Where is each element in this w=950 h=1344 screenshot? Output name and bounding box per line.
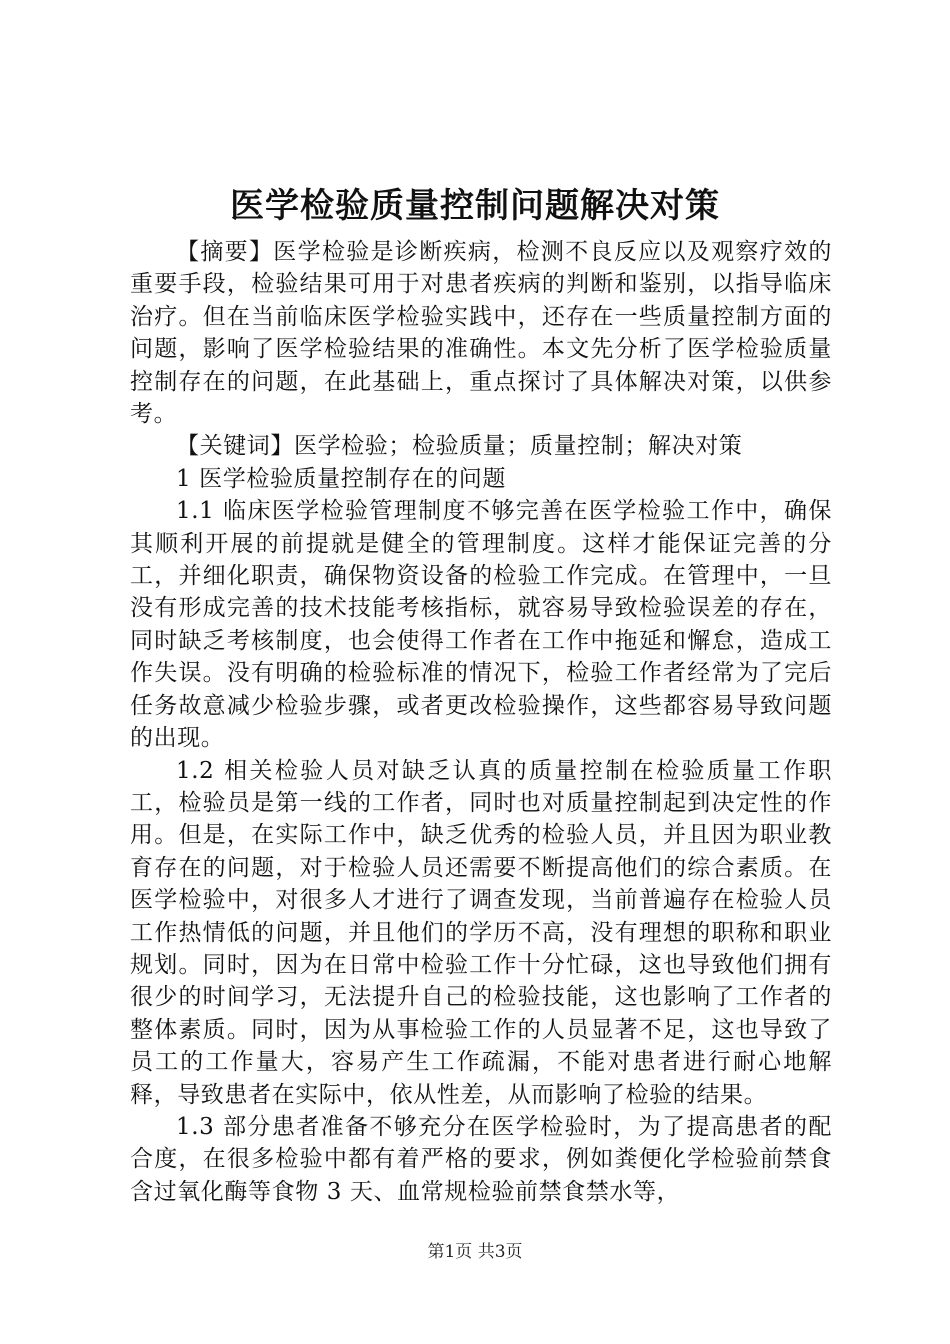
document-body — [130, 236, 832, 1208]
section-1-2-paragraph: 1.2 相关检验人员对缺乏认真的质量控制在检验质量工作职工，检验员是第一线的工作者，同时也对质量控制起到决定性的作用。但是，在实际工作中，缺乏优秀的检验人员，并且因为职业教育存在的问题，对于检验人员还需要不断提高他们的综合素质。在医学检验中，对很多人才进行了调查发现，当前普遍存在检验人员工作热情低的问题，并且他们的学历不高，没有理想的职称和职业规划。同时，因为在日常中检验工作十分忙碌，这也导致他们拥有很少的时间学习，无法提升自己的检验技能，这也影响了工作者的整体素质。同时，因为从事检验工作的人员显著不足，这也导致了员工的工作量大，容易产生工作疏漏，不能对患者进行耐心地解释，导致患者在实际中，依从性差，从而影响了检验的结果。 — [130, 757, 832, 1108]
section-1-3-paragraph: 1.3 部分患者准备不够充分在医学检验时，为了提高患者的配合度，在很多检验中都有着严格的要求，例如粪便化学检验前禁食含过氧化酶等食物 3 天、血常规检验前禁食禁水等， — [130, 1113, 832, 1205]
abstract-paragraph: 【摘要】医学检验是诊断疾病，检测不良反应以及观察疗效的重要手段，检验结果可用于对患者疾病的判断和鉴别，以指导临床治疗。但在当前临床医学检验实践中，还存在一些质量控制方面的问题，影响了医学检验结果的准确性。本文先分析了医学检验质量控制存在的问题，在此基础上，重点探讨了具体解决对策，以供参考。 — [130, 239, 832, 428]
document-title: 医学检验质量控制问题解决对策 — [230, 186, 720, 226]
page-number-footer: 第1页 共3页 — [427, 1242, 523, 1262]
keywords-paragraph: 【关键词】医学检验；检验质量；质量控制；解决对策 — [176, 433, 743, 460]
section-1-1-paragraph: 1.1 临床医学检验管理制度不够完善在医学检验工作中，确保其顺利开展的前提就是健全的管理制度。这样才能保证完善的分工，并细化职责，确保物资设备的检验工作完成。在管理中，一旦没有形成完善的技术技能考核指标，就容易导致检验误差的存在，同时缺乏考核制度，也会使得工作者在工作中拖延和懈怠，造成工作失误。没有明确的检验标准的情况下，检验工作者经常为了完后任务故意减少检验步骤，或者更改检验操作，这些都容易导致问题的出现。 — [130, 498, 832, 752]
section-heading-1: 1 医学检验质量控制存在的问题 — [176, 465, 506, 492]
